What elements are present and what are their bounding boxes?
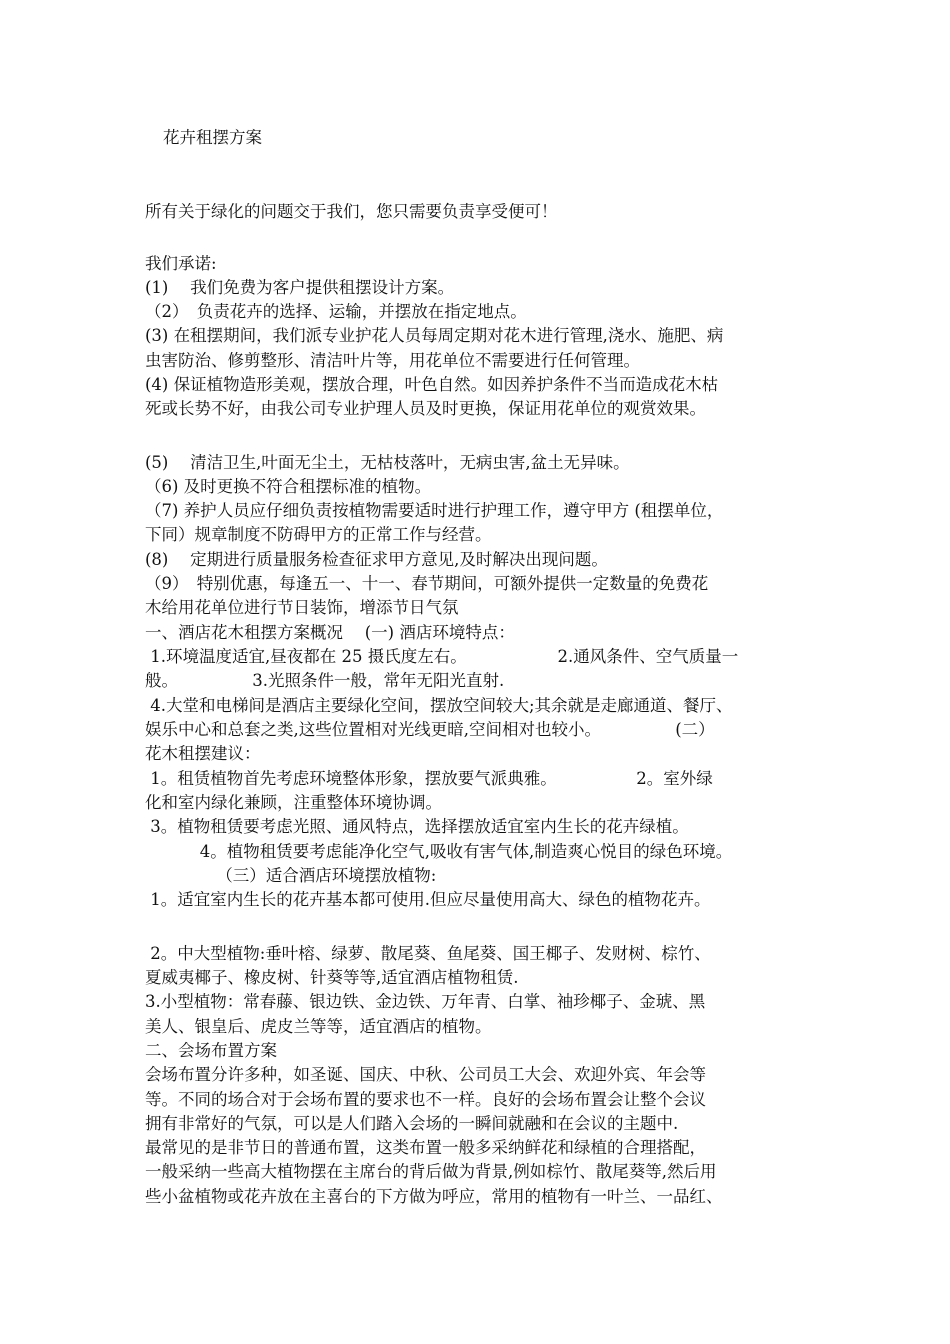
text-line: 一、酒店花木租摆方案概况 (一) 酒店环境特点：	[145, 623, 515, 642]
text-line: （6) 及时更换不符合租摆标准的植物。	[145, 477, 432, 496]
text-line: (5) 清洁卫生,叶面无尘土，无枯枝落叶，无病虫害,盆土无异味。	[145, 453, 630, 472]
text-line: 2。中大型植物:垂叶榕、绿萝、散尾葵、鱼尾葵、国王椰子、发财树、棕竹、	[145, 944, 711, 963]
text-line: (8) 定期进行质量服务检查征求甲方意见,及时解决出现问题。	[145, 550, 608, 569]
text-line: 些小盆植物或花卉放在主喜台的下方做为呼应，常用的植物有一叶兰、一品红、	[145, 1187, 723, 1206]
text-line: 般。 3.光照条件一般，常年无阳光直射.	[145, 671, 505, 690]
text-line: 拥有非常好的气氛，可以是人们踏入会场的一瞬间就融和在会议的主题中.	[145, 1114, 679, 1133]
text-line: (4) 保证植物造形美观，摆放合理，叶色自然。如因养护条件不当而造成花木枯	[145, 375, 719, 394]
text-line: 木给用花单位进行节日装饰，增添节日气氛	[145, 598, 459, 617]
text-line: 3。植物租赁要考虑光照、通风特点，选择摆放适宜室内生长的花卉绿植。	[145, 817, 689, 836]
text-line: 1.环境温度适宜,昼夜都在 25 摄氏度左右。 2.通风条件、空气质量一	[145, 647, 739, 666]
text-line: 娱乐中心和总套之类,这些位置相对光线更暗,空间相对也较小。 (二）	[145, 720, 715, 739]
text-line: （三）适合酒店环境摆放植物:	[145, 866, 437, 885]
text-line: 4.大堂和电梯间是酒店主要绿化空间，摆放空间较大;其余就是走廊通道、餐厅、	[145, 696, 733, 715]
text-line: 虫害防治、修剪整形、清洁叶片等，用花单位不需要进行任何管理。	[145, 351, 640, 370]
text-line: 化和室内绿化兼顾，注重整体环境协调。	[145, 793, 442, 812]
text-line: （7) 养护人员应仔细负责按植物需要适时进行护理工作，遵守甲方 (租摆单位，	[145, 501, 724, 520]
text-line: 一般采纳一些高大植物摆在主席台的背后做为背景,例如棕竹、散尾葵等,然后用	[145, 1162, 717, 1181]
text-line: 等。不同的场合对于会场布置的要求也不一样。良好的会场布置会让整个会议	[145, 1090, 706, 1109]
text-line: 花木租摆建议：	[145, 744, 261, 763]
text-line: （9） 特别优惠，每逢五一、十一、春节期间，可额外提供一定数量的免费花	[145, 574, 709, 593]
text-line: 下同）规章制度不防碍甲方的正常工作与经营。	[145, 525, 492, 544]
text-line: 会场布置分许多种，如圣诞、国庆、中秋、公司员工大会、欢迎外宾、年会等	[145, 1065, 706, 1084]
text-line: 我们承诺:	[145, 254, 217, 273]
text-line: 最常见的是非节日的普通布置，这类布置一般多采纳鲜花和绿植的合理搭配，	[145, 1138, 706, 1157]
text-line: 二、会场布置方案	[145, 1041, 277, 1060]
text-line: (3) 在租摆期间，我们派专业护花人员每周定期对花木进行管理,浇水、施肥、病	[145, 326, 724, 345]
text-line: 死或长势不好，由我公司专业护理人员及时更换，保证用花单位的观赏效果。	[145, 399, 706, 418]
text-line: （2） 负责花卉的选择、运输，并摆放在指定地点。	[145, 302, 527, 321]
text-line: 美人、银皇后、虎皮兰等等，适宜酒店的植物。	[145, 1017, 492, 1036]
text-line: 4。植物租赁要考虑能净化空气,吸收有害气体,制造爽心悦目的绿色环境。	[145, 842, 733, 861]
text-line: 1。租赁植物首先考虑环境整体形象，摆放要气派典雅。 2。室外绿	[145, 769, 713, 788]
text-line: 夏威夷椰子、橡皮树、针葵等等,适宜酒店植物租赁.	[145, 968, 519, 987]
text-line: 所有关于绿化的问题交于我们，您只需要负责享受便可！	[145, 202, 558, 221]
document-title: 花卉租摆方案	[163, 128, 262, 147]
text-line: 1。适宜室内生长的花卉基本都可使用.但应尽量使用高大、绿色的植物花卉。	[145, 890, 711, 909]
text-line: 3.小型植物：常春藤、银边铁、金边铁、万年青、白掌、袖珍椰子、金琥、黑	[145, 992, 706, 1011]
text-line: (1) 我们免费为客户提供租摆设计方案。	[145, 278, 455, 297]
